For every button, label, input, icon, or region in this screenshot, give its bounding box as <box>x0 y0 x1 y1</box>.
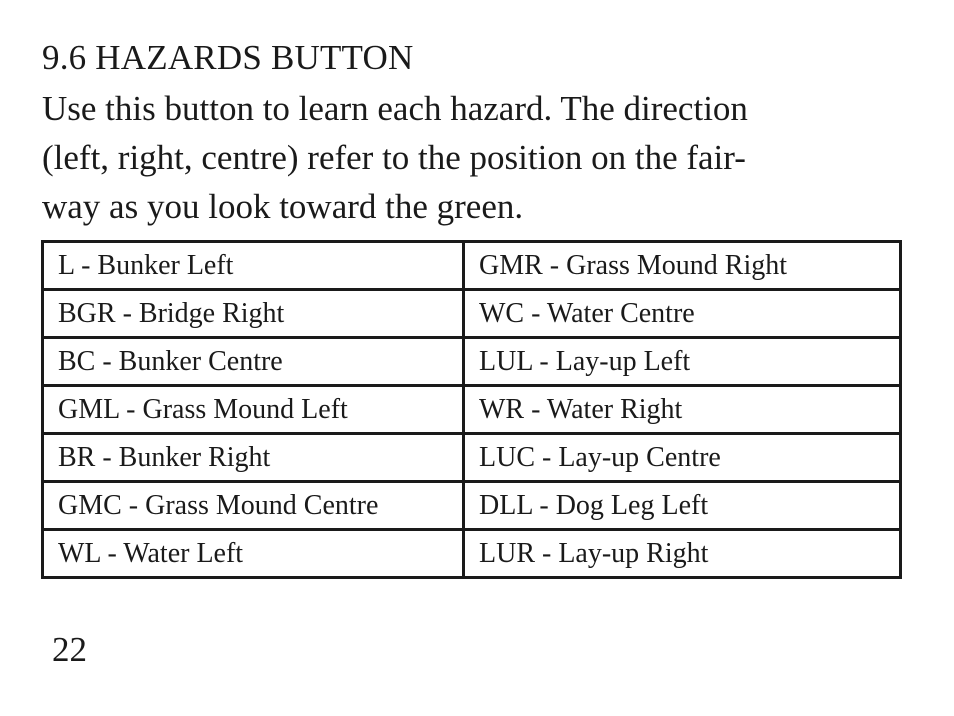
hazards-table <box>41 240 902 579</box>
hazard-cell: GML - Grass Mound Left <box>43 386 464 434</box>
hazard-cell: LUC - Lay-up Centre <box>464 434 901 482</box>
table-row <box>43 482 901 530</box>
table-row <box>43 338 901 386</box>
hazard-cell: L - Bunker Left <box>43 242 464 290</box>
hazard-cell: WC - Water Centre <box>464 290 901 338</box>
page-number: 22 <box>52 630 87 669</box>
table-row <box>43 434 901 482</box>
hazard-cell: BGR - Bridge Right <box>43 290 464 338</box>
hazard-cell: LUR - Lay-up Right <box>464 530 901 578</box>
section-description <box>42 84 882 231</box>
hazard-cell: GMC - Grass Mound Centre <box>43 482 464 530</box>
table-row <box>43 290 901 338</box>
hazard-cell: LUL - Lay-up Left <box>464 338 901 386</box>
hazard-cell: DLL - Dog Leg Left <box>464 482 901 530</box>
description-line: (left, right, centre) refer to the position on the fair- <box>42 138 746 177</box>
hazard-cell: BR - Bunker Right <box>43 434 464 482</box>
hazard-cell: BC - Bunker Centre <box>43 338 464 386</box>
table-row <box>43 386 901 434</box>
table-row <box>43 242 901 290</box>
hazard-cell: GMR - Grass Mound Right <box>464 242 901 290</box>
table-row <box>43 530 901 578</box>
section-heading: 9.6 HAZARDS BUTTON <box>42 38 414 77</box>
description-line: Use this button to learn each hazard. The direction <box>42 89 748 128</box>
hazard-cell: WR - Water Right <box>464 386 901 434</box>
description-line: way as you look toward the green. <box>42 187 524 226</box>
hazard-cell: WL - Water Left <box>43 530 464 578</box>
